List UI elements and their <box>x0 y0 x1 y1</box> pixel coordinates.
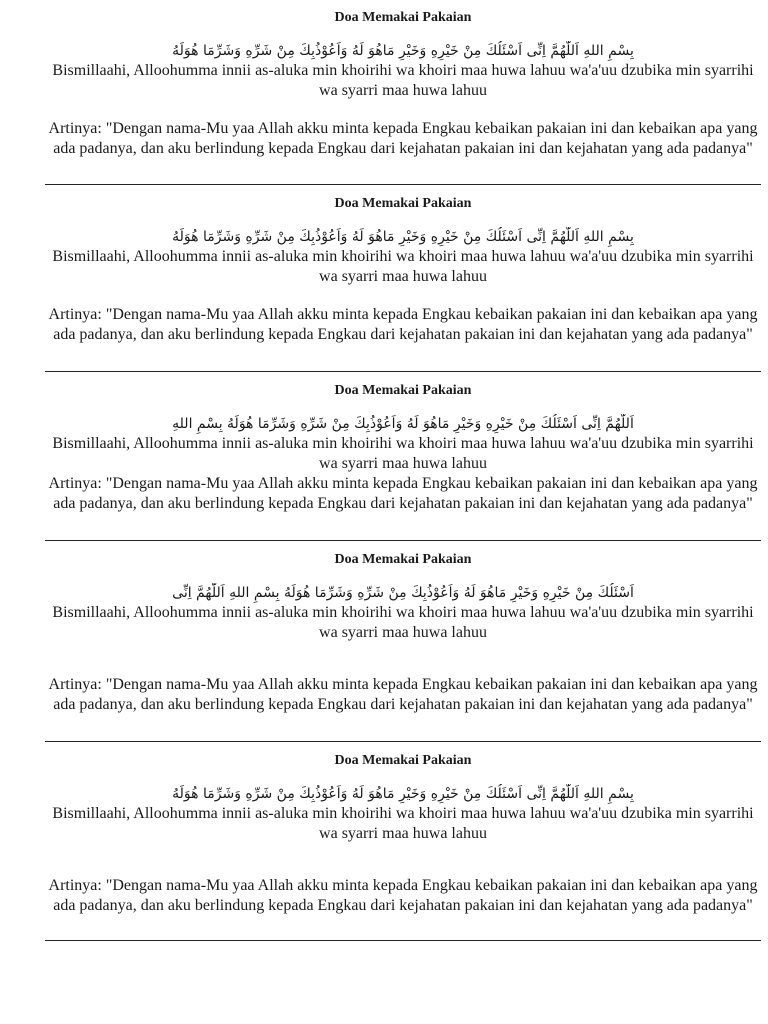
latin-transliteration: Bismillaahi, Alloohumma innii as-aluka min khoirihi wa khoiri maa huwa lahuu wa'a'uu dzubika min syarrihi wa syarri maa huwa lahuu <box>52 435 754 472</box>
meaning-text: Artinya: "Dengan nama-Mu yaa Allah akku minta kepada Engkau kebaikan pakaian ini dan kebaikan apa yang ada padanya, dan aku berlindung kepada Engkau dari kejahatan pakaian ini dan kejahatan yang ada padanya" <box>48 676 758 713</box>
meaning-text: Artinya: "Dengan nama-Mu yaa Allah akku minta kepada Engkau kebaikan pakaian ini dan kebaikan apa yang ada padanya, dan aku berlindung kepada Engkau dari kejahatan pakaian ini dan kejahatan yang ada padanya" <box>48 877 758 914</box>
prayer-section <box>45 0 761 185</box>
section-title: Doa Memakai Pakaian <box>334 196 472 211</box>
arabic-text: بِسْمِ اللهِ اَللّٰهُمَّ اِنِّى اَسْئَلُكَ مِنْ خَيْرِهِ وَخَيْرِ مَاهُوَ لَهُ وَاَعُوْذُبِكَ مِنْ شَرِّهِ وَشَرِّمَا هُوَلَهُ <box>172 43 634 59</box>
arabic-text: بِسْمِ اللهِ اَللّٰهُمَّ اِنِّى اَسْئَلُكَ مِنْ خَيْرِهِ وَخَيْرِ مَاهُوَ لَهُ وَاَعُوْذُبِكَ مِنْ شَرِّهِ وَشَرِّمَا هُوَلَهُ <box>172 786 634 802</box>
section-title: Doa Memakai Pakaian <box>334 753 472 768</box>
prayer-section <box>45 542 761 742</box>
arabic-text: اَللّٰهُمَّ اِنِّى اَسْئَلُكَ مِنْ خَيْرِهِ وَخَيْرِ مَاهُوَ لَهُ وَاَعُوْذُبِكَ مِنْ شَرِّهِ وَشَرِّمَا هُوَلَهُ بِسْمِ اللهِ <box>172 416 634 432</box>
arabic-text: اَسْئَلُكَ مِنْ خَيْرِهِ وَخَيْرِ مَاهُوَ لَهُ وَاَعُوْذُبِكَ مِنْ شَرِّهِ وَشَرِّمَا هُوَلَهُ بِسْمِ اللهِ اَللّٰهُمَّ اِنِّى <box>172 585 634 601</box>
section-title: Doa Memakai Pakaian <box>334 552 472 567</box>
latin-transliteration: Bismillaahi, Alloohumma innii as-aluka min khoirihi wa khoiri maa huwa lahuu wa'a'uu dzubika min syarrihi wa syarri maa huwa lahuu <box>52 62 754 99</box>
prayer-section <box>45 373 761 541</box>
meaning-text: Artinya: "Dengan nama-Mu yaa Allah akku minta kepada Engkau kebaikan pakaian ini dan kebaikan apa yang ada padanya, dan aku berlindung kepada Engkau dari kejahatan pakaian ini dan kejahatan yang ada padanya" <box>48 120 758 157</box>
latin-transliteration: Bismillaahi, Alloohumma innii as-aluka min khoirihi wa khoiri maa huwa lahuu wa'a'uu dzubika min syarrihi wa syarri maa huwa lahuu <box>52 805 754 842</box>
latin-transliteration: Bismillaahi, Alloohumma innii as-aluka min khoirihi wa khoiri maa huwa lahuu wa'a'uu dzubika min syarrihi wa syarri maa huwa lahuu <box>52 248 754 285</box>
meaning-text: Artinya: "Dengan nama-Mu yaa Allah akku minta kepada Engkau kebaikan pakaian ini dan kebaikan apa yang ada padanya, dan aku berlindung kepada Engkau dari kejahatan pakaian ini dan kejahatan yang ada padanya" <box>48 306 758 343</box>
prayer-section <box>45 186 761 372</box>
prayer-section <box>45 743 761 941</box>
section-title: Doa Memakai Pakaian <box>334 383 472 398</box>
arabic-text: بِسْمِ اللهِ اَللّٰهُمَّ اِنِّى اَسْئَلُكَ مِنْ خَيْرِهِ وَخَيْرِ مَاهُوَ لَهُ وَاَعُوْذُبِكَ مِنْ شَرِّهِ وَشَرِّمَا هُوَلَهُ <box>172 229 634 245</box>
meaning-text: Artinya: "Dengan nama-Mu yaa Allah akku minta kepada Engkau kebaikan pakaian ini dan kebaikan apa yang ada padanya, dan aku berlindung kepada Engkau dari kejahatan pakaian ini dan kejahatan yang ada padanya" <box>48 475 758 512</box>
latin-transliteration: Bismillaahi, Alloohumma innii as-aluka min khoirihi wa khoiri maa huwa lahuu wa'a'uu dzubika min syarrihi wa syarri maa huwa lahuu <box>52 604 754 641</box>
section-title: Doa Memakai Pakaian <box>334 10 472 25</box>
